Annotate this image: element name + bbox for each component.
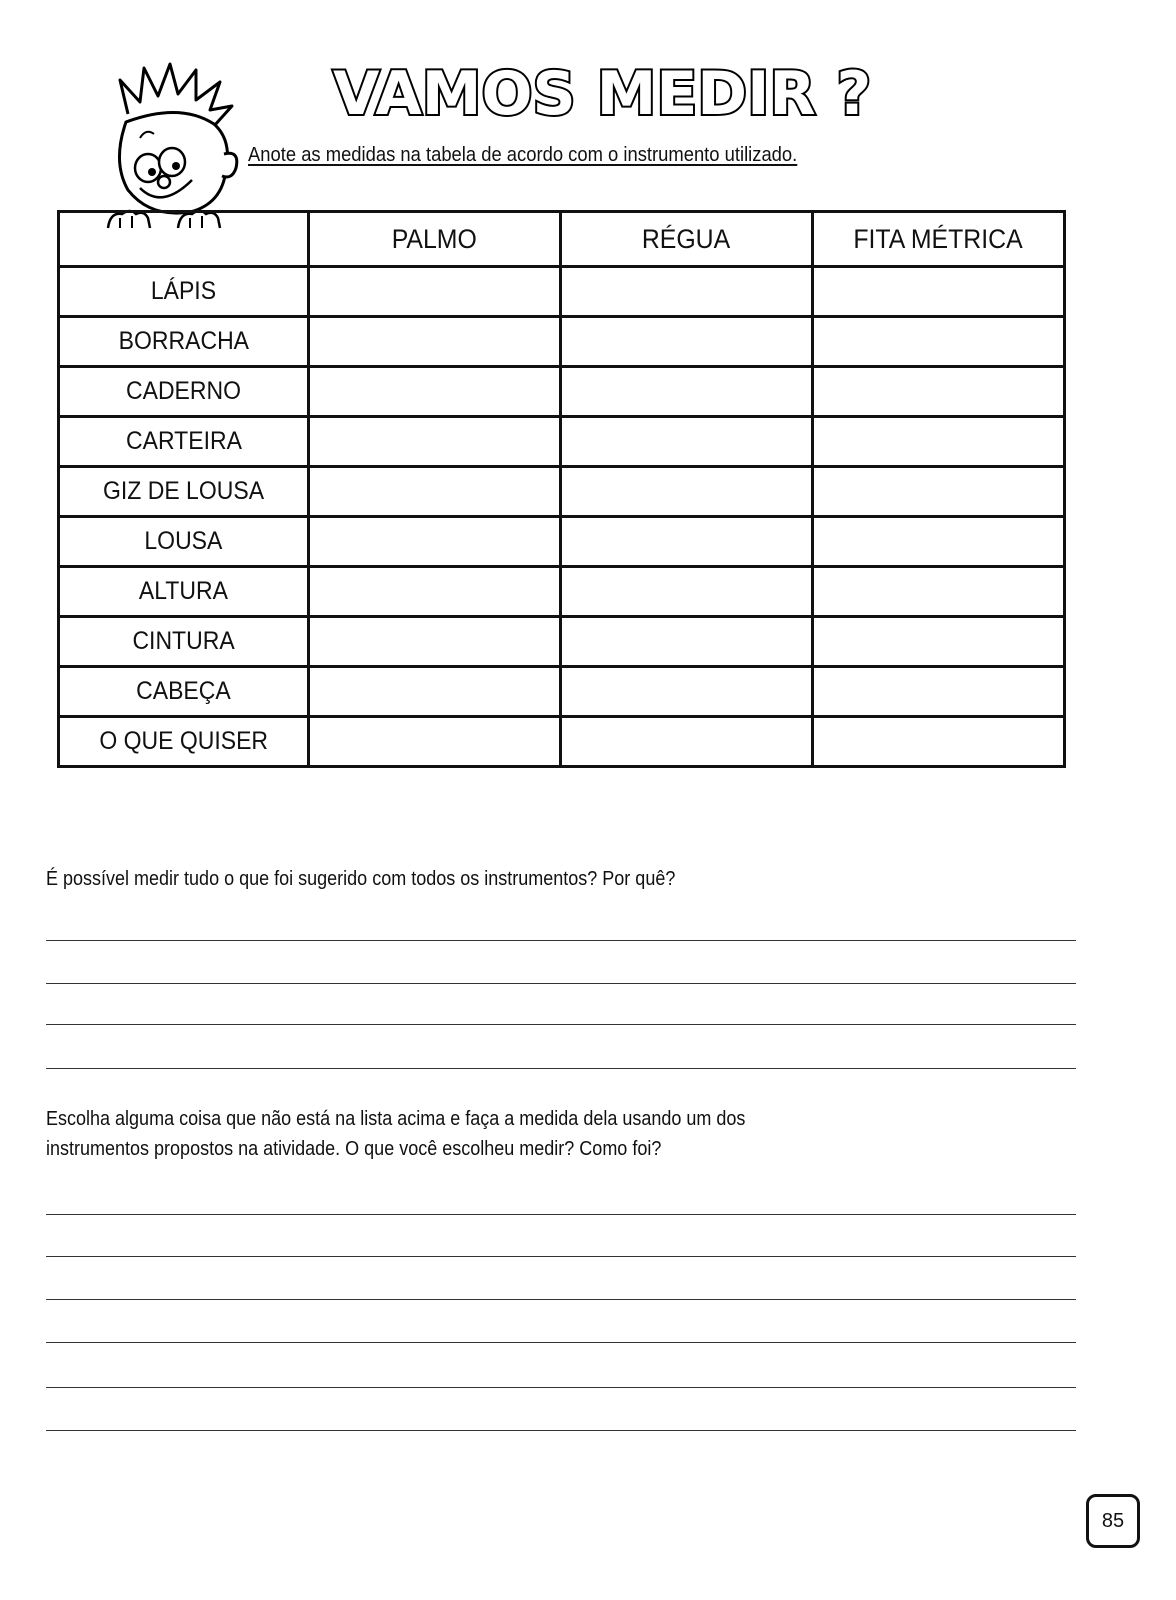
answer-cell[interactable] [309,317,561,367]
answer-line[interactable] [46,1068,1076,1069]
answer-cell[interactable] [813,417,1065,467]
answer-cell[interactable] [309,267,561,317]
answer-line[interactable] [46,1024,1076,1025]
answer-cell[interactable] [561,567,813,617]
header-empty-cell [59,212,309,267]
table-row [59,367,1065,417]
table-row [59,717,1065,767]
answer-line[interactable] [46,1299,1076,1300]
table-row [59,517,1065,567]
answer-cell[interactable] [561,717,813,767]
answer-cell[interactable] [309,667,561,717]
svg-text:VAMOS MEDIR ?: VAMOS MEDIR ? [333,59,872,129]
table-row [59,317,1065,367]
answer-cell[interactable] [309,367,561,417]
table-row [59,667,1065,717]
answer-line[interactable] [46,1387,1076,1388]
answer-cell[interactable] [561,367,813,417]
table-row [59,617,1065,667]
row-label: CADERNO [59,367,309,417]
answer-cell[interactable] [813,717,1065,767]
question-2 [46,1104,820,1164]
row-label: CABEÇA [59,667,309,717]
answer-line[interactable] [46,983,1076,984]
measurement-table [57,210,1066,768]
answer-cell[interactable] [813,517,1065,567]
answer-cell[interactable] [309,567,561,617]
header-palmo: PALMO [309,212,561,267]
table-header-row [59,212,1065,267]
answer-cell[interactable] [813,267,1065,317]
header-fita-metrica: FITA MÉTRICA [813,212,1065,267]
page-number: 85 [1086,1494,1140,1548]
answer-cell[interactable] [813,317,1065,367]
answer-cell[interactable] [561,317,813,367]
table-row [59,467,1065,517]
answer-cell[interactable] [309,717,561,767]
answer-cell[interactable] [561,617,813,667]
answer-cell[interactable] [813,467,1065,517]
answer-cell[interactable] [813,367,1065,417]
boy-mascot-illustration [100,62,250,232]
row-label: LOUSA [59,517,309,567]
row-label: CINTURA [59,617,309,667]
table-row [59,567,1065,617]
row-label: BORRACHA [59,317,309,367]
answer-line[interactable] [46,1214,1076,1215]
answer-cell[interactable] [813,667,1065,717]
answer-line[interactable] [46,1430,1076,1431]
answer-cell[interactable] [561,467,813,517]
header-regua: RÉGUA [561,212,813,267]
answer-line[interactable] [46,1256,1076,1257]
answer-cell[interactable] [561,417,813,467]
row-label: GIZ DE LOUSA [59,467,309,517]
answer-cell[interactable] [309,617,561,667]
row-label: LÁPIS [59,267,309,317]
answer-cell[interactable] [309,467,561,517]
answer-cell[interactable] [561,667,813,717]
table-row [59,417,1065,467]
row-label: O QUE QUISER [59,717,309,767]
page-title [325,48,872,138]
answer-cell[interactable] [813,617,1065,667]
instruction-text: Anote as medidas na tabela de acordo com o instrumento utilizado. [248,144,798,166]
answer-line[interactable] [46,940,1076,941]
question-2-line-2: instrumentos propostos na atividade. O que você escolheu medir? Como foi? [46,1138,662,1160]
answer-cell[interactable] [561,517,813,567]
row-label: CARTEIRA [59,417,309,467]
answer-cell[interactable] [309,417,561,467]
table-row [59,267,1065,317]
row-label: ALTURA [59,567,309,617]
answer-cell[interactable] [309,517,561,567]
answer-line[interactable] [46,1342,1076,1343]
question-1: É possível medir tudo o que foi sugerido com todos os instrumentos? Por quê? [46,868,676,890]
answer-cell[interactable] [813,567,1065,617]
question-2-line-1: Escolha alguma coisa que não está na lista acima e faça a medida dela usando um dos [46,1108,746,1130]
answer-cell[interactable] [561,267,813,317]
